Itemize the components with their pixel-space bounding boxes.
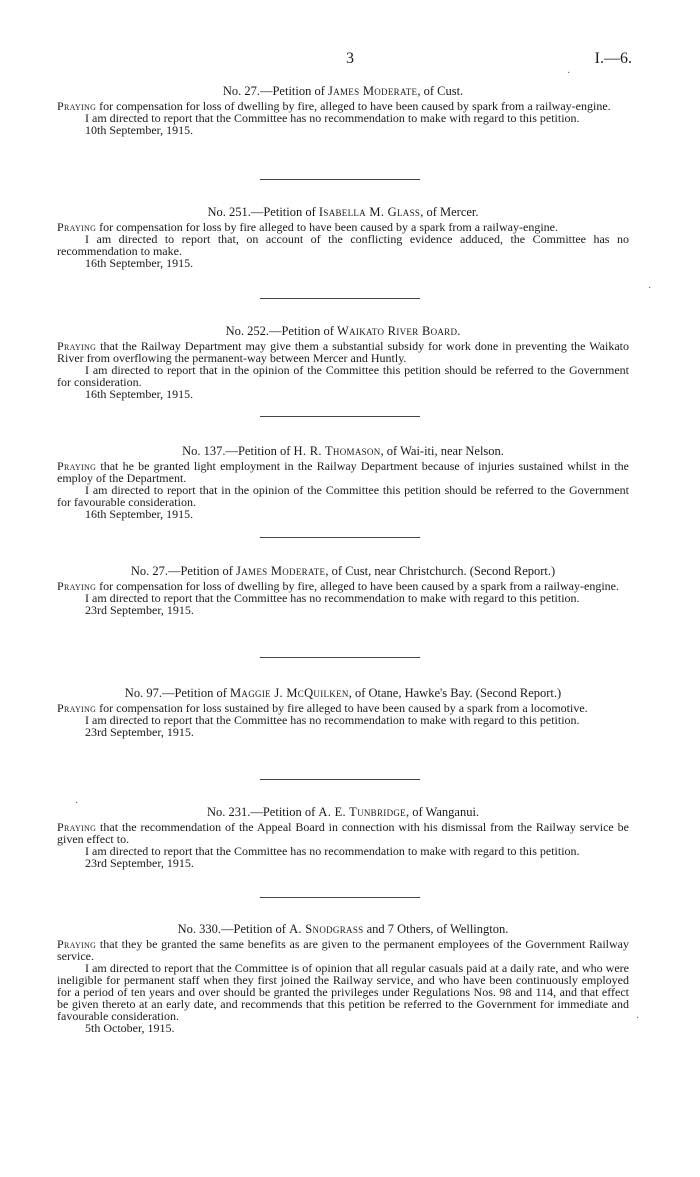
petition-heading: No. 251.—Petition of Isabella M. Glass, of Mercer. xyxy=(207,205,479,219)
petition-prayer: Praying that they be granted the same benefits as are given to the permanent employees of the Government Railway service. xyxy=(57,937,629,963)
report-date: 16th September, 1915. xyxy=(85,507,194,521)
scan-speck: · xyxy=(648,283,652,294)
report-date: 5th October, 1915. xyxy=(85,1021,175,1035)
committee-report: I am directed to report that in the opinion of the Committee this petition should be referred to the Government for favourable consideration. xyxy=(57,483,629,509)
scan-speck: · xyxy=(567,68,571,79)
committee-report: I am directed to report that the Committee has no recommendation to make with regard to this petition. xyxy=(85,844,580,858)
petition-prayer: Praying that the recommendation of the Appeal Board in connection with his dismissal from the Railway service be given effect to. xyxy=(57,820,629,846)
petition-heading: No. 252.—Petition of Waikato River Board. xyxy=(225,324,461,338)
report-date: 23rd September, 1915. xyxy=(85,603,194,617)
petition-entry xyxy=(57,686,629,738)
petition-heading: No. 97.—Petition of Maggie J. McQuilken, of Otane, Hawke's Bay. (Second Report.) xyxy=(124,686,562,700)
petition-entry xyxy=(57,84,629,136)
committee-report: I am directed to report that the Committee has no recommendation to make with regard to this petition. xyxy=(85,591,580,605)
committee-report: I am directed to report that the Committee is of opinion that all regular casuals paid at a daily rate, and who were ineligible for permanent staff when they first joined the Railway service, and who have been continuously employed for a period of ten years and over should be granted the privileges under Regulations Nos. 98 and 114, and that effect be given thereto at an early date, and recommends that this petition be referred to the Government for immediate and favourable consideration. xyxy=(57,961,629,1023)
report-date: 23rd September, 1915. xyxy=(85,856,194,870)
petition-prayer: Praying for compensation for loss sustained by fire alleged to have been caused by a spark from a locomotive. xyxy=(57,701,588,715)
petitioner-name: Maggie J. McQuilken xyxy=(230,686,349,700)
petition-entry xyxy=(57,564,629,616)
section-divider xyxy=(260,298,420,299)
section-divider xyxy=(260,537,420,538)
committee-report: I am directed to report that the Committee has no recommendation to make with regard to this petition. xyxy=(85,111,580,125)
section-divider xyxy=(260,416,420,417)
petition-entry xyxy=(57,805,629,869)
petitioner-name: Waikato River Board xyxy=(337,324,458,338)
section-divider xyxy=(260,897,420,898)
report-date: 10th September, 1915. xyxy=(85,123,194,137)
petition-prayer: Praying that he be granted light employment in the Railway Department because of injuries sustained whilst in the employ of the Department. xyxy=(57,459,629,485)
petition-prayer: Praying for compensation for loss of dwelling by fire, alleged to have been caused by spark from a railway-engine. xyxy=(57,99,611,113)
page-number: 3 xyxy=(346,50,354,67)
petitioner-name: James Moderate xyxy=(328,84,418,98)
petitioner-name: A. Snodgrass xyxy=(289,922,364,936)
document-reference: I.—6. xyxy=(594,50,632,67)
petition-heading: No. 137.—Petition of H. R. Thomason, of Wai-iti, near Nelson. xyxy=(182,444,504,458)
committee-report: I am directed to report that the Committee has no recommendation to make with regard to this petition. xyxy=(85,713,580,727)
petitioner-name: H. R. Thomason xyxy=(293,444,381,458)
petition-heading: No. 330.—Petition of A. Snodgrass and 7 Others, of Wellington. xyxy=(177,922,509,936)
report-date: 16th September, 1915. xyxy=(85,387,194,401)
petition-prayer: Praying that the Railway Department may give them a substantial subsidy for work done in preventing the Waikato River from overflowing the permanent-way between Mercer and Huntly. xyxy=(57,339,629,365)
petition-entry xyxy=(57,922,629,1034)
scan-speck: · xyxy=(636,1013,640,1024)
petitioner-name: A. E. Tunbridge xyxy=(318,805,406,819)
petitioner-name: Isabella M. Glass xyxy=(318,205,421,219)
scan-speck: · xyxy=(75,798,79,809)
report-date: 16th September, 1915. xyxy=(85,256,194,270)
committee-report: I am directed to report that, on account of the conflicting evidence adduced, the Committee has no recommendation to make. xyxy=(57,232,629,258)
section-divider xyxy=(260,657,420,658)
petition-heading: No. 27.—Petition of James Moderate, of Cust. xyxy=(222,84,464,98)
petition-prayer: Praying for compensation for loss of dwelling by fire, alleged to have been caused by a spark from a railway-engine. xyxy=(57,579,619,593)
section-divider xyxy=(260,179,420,180)
committee-report: I am directed to report that in the opinion of the Committee this petition should be referred to the Government for consideration. xyxy=(57,363,629,389)
petition-entry xyxy=(57,324,629,400)
petition-entry xyxy=(57,205,629,269)
petition-entry xyxy=(57,444,629,520)
petition-prayer: Praying for compensation for loss by fire alleged to have been caused by a spark from a railway-engine. xyxy=(57,220,558,234)
petitioner-name: James Moderate xyxy=(236,564,326,578)
petition-heading: No. 27.—Petition of James Moderate, of Cust, near Christchurch. (Second Report.) xyxy=(130,564,556,578)
petition-heading: No. 231.—Petition of A. E. Tunbridge, of Wanganui. xyxy=(206,805,480,819)
section-divider xyxy=(260,779,420,780)
report-date: 23rd September, 1915. xyxy=(85,725,194,739)
